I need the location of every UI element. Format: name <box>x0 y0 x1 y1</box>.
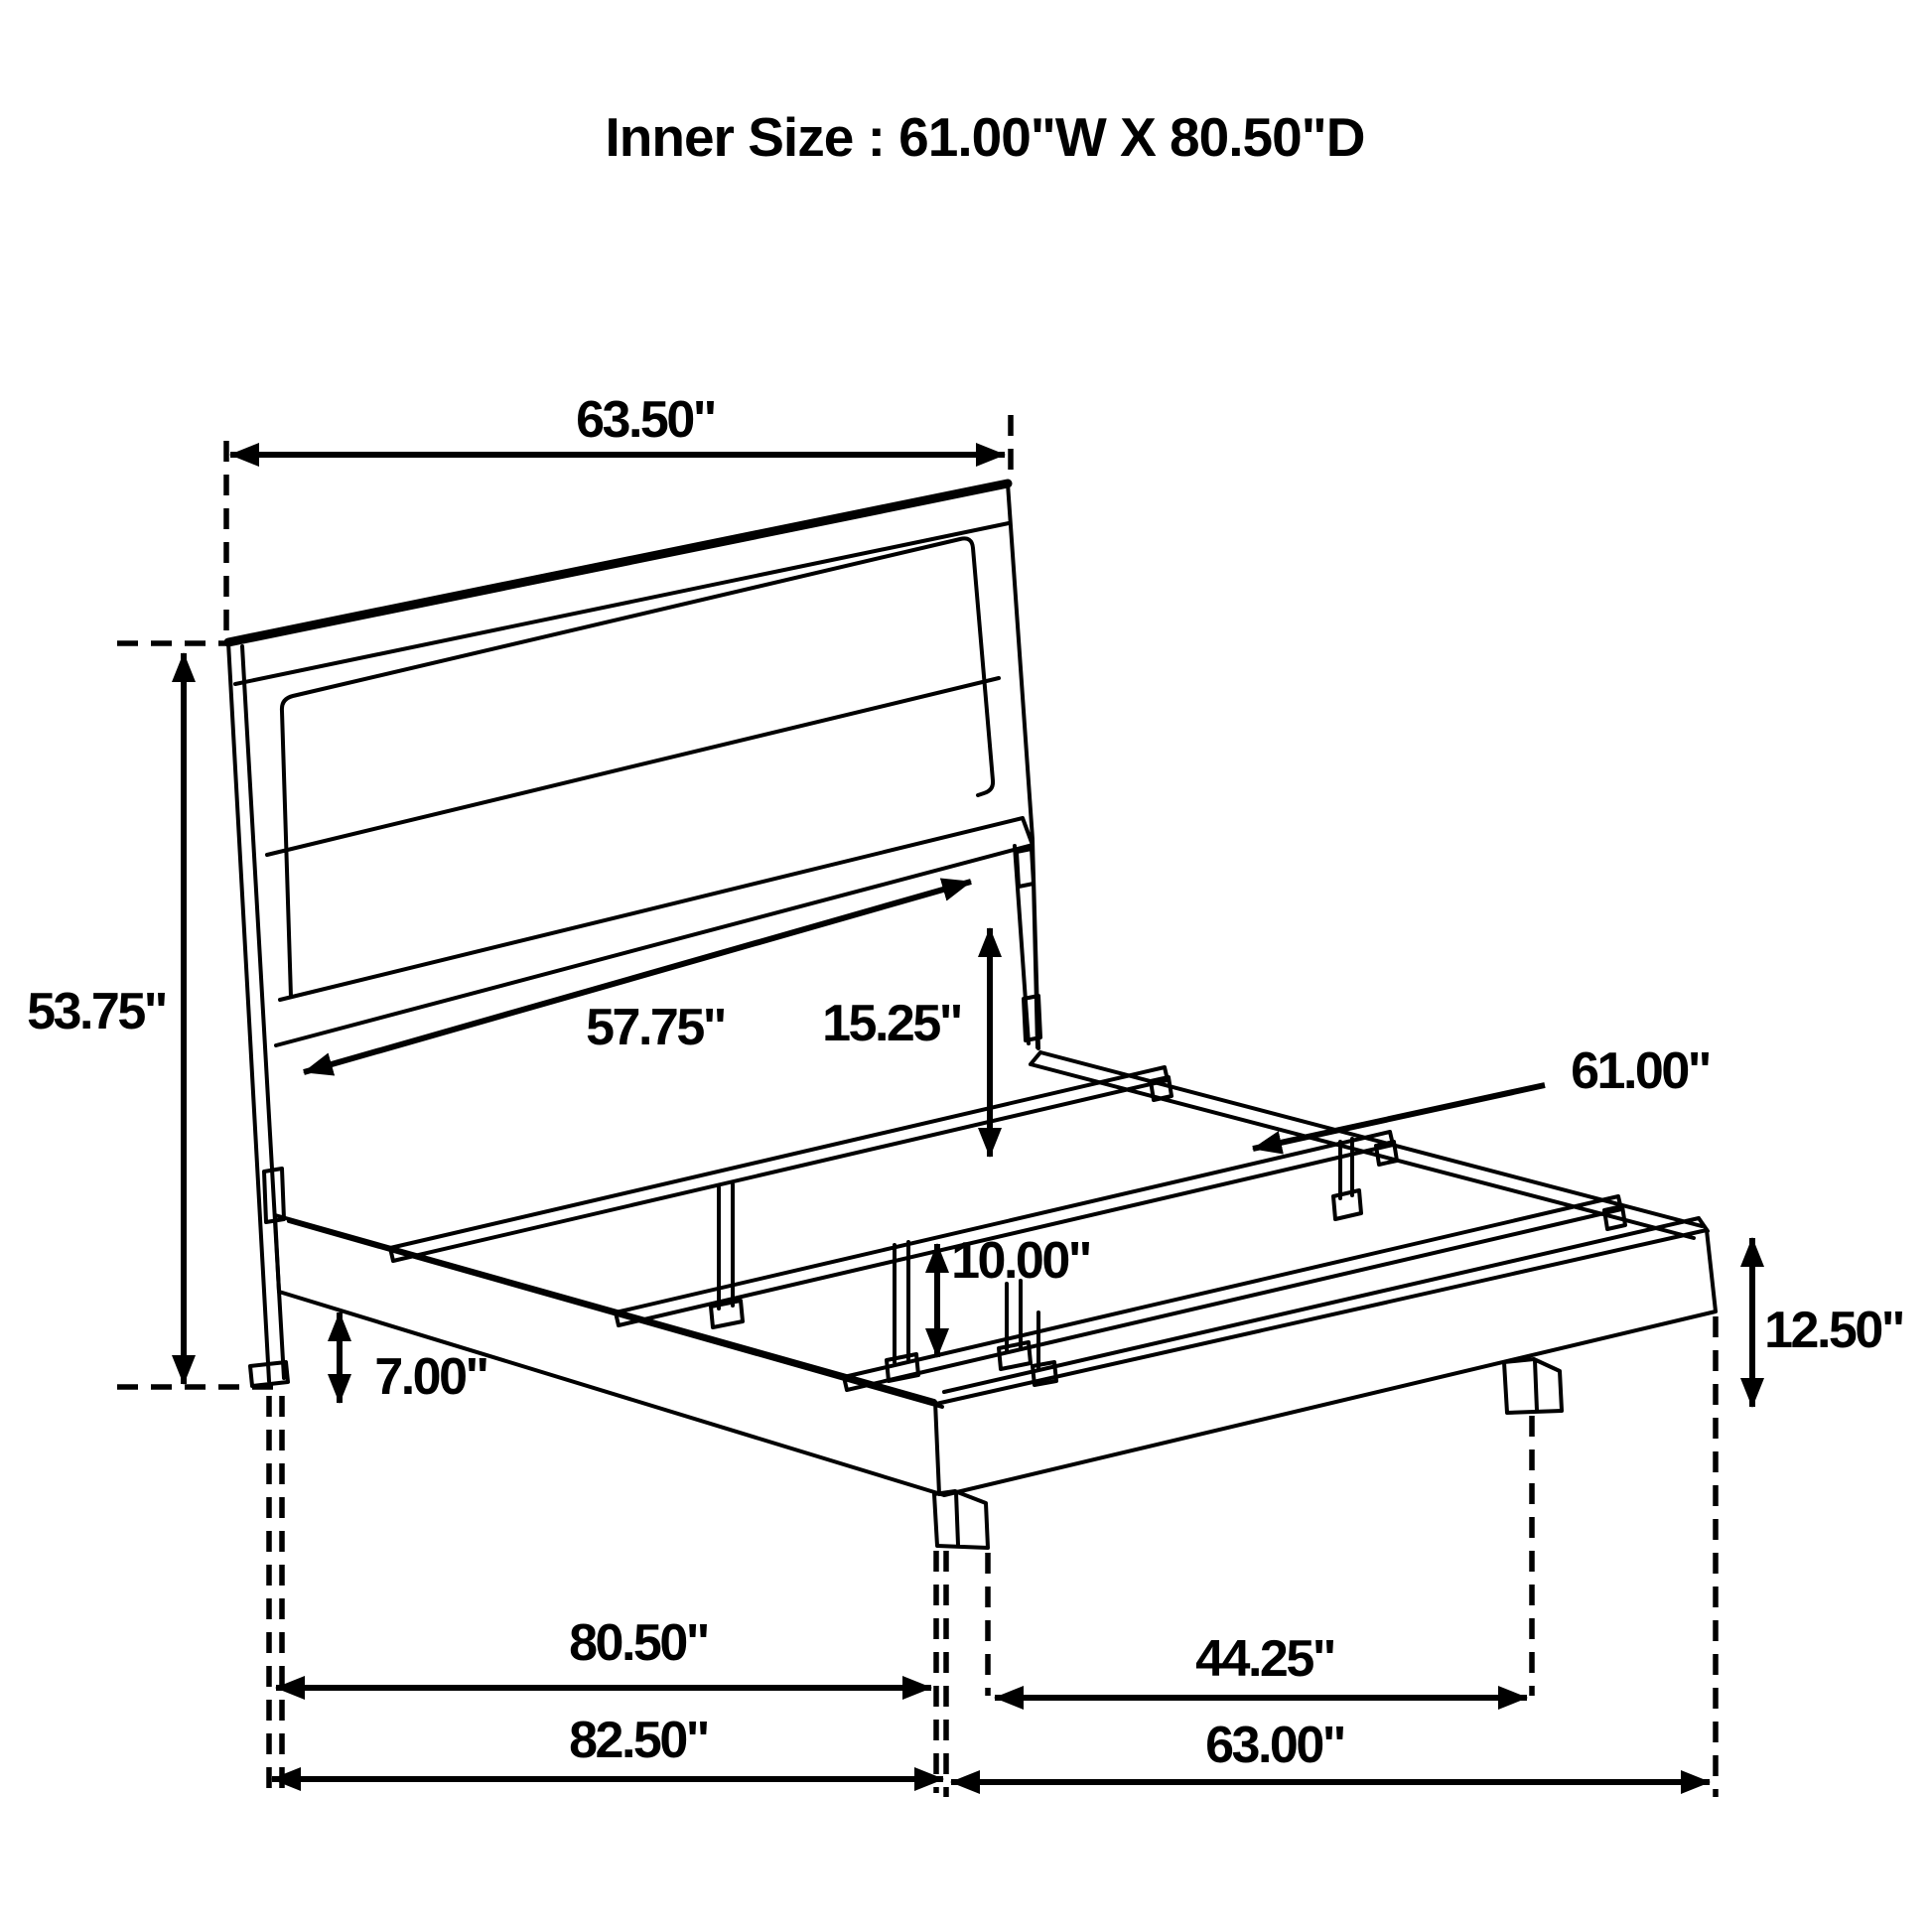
dim-label-headboard-width: 63.50" <box>576 391 715 449</box>
dim-label-inner-depth: 80.50" <box>569 1614 708 1672</box>
dim-label-headboard-panel-width: 57.75" <box>586 999 725 1056</box>
dim-label-rail-to-slat-height: 15.25" <box>822 995 961 1052</box>
dim-label-outer-depth: 82.50" <box>569 1712 708 1769</box>
dim-label-rail-clearance: 7.00" <box>374 1348 487 1406</box>
diagram-title: Inner Size : 61.00"W X 80.50"D <box>605 106 1365 168</box>
dim-label-bed-width: 61.00" <box>1571 1042 1710 1100</box>
dim-label-headboard-height: 53.75" <box>27 983 166 1040</box>
dim-label-leg-spacing: 44.25" <box>1195 1630 1334 1688</box>
dim-label-footboard-height: 12.50" <box>1764 1302 1903 1359</box>
dim-label-outer-width: 63.00" <box>1205 1717 1344 1774</box>
dim-label-slat-height: 10.00" <box>951 1232 1090 1290</box>
